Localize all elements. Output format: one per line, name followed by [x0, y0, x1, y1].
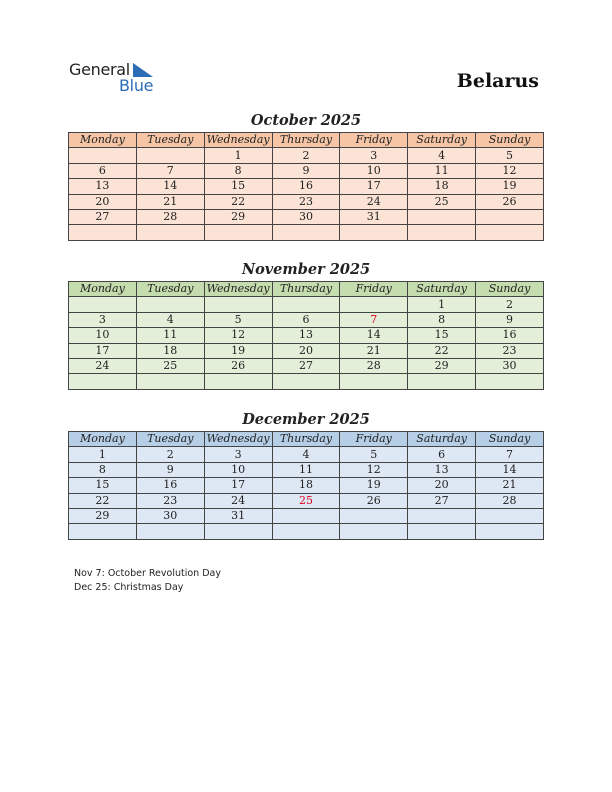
- day-cell: 21: [476, 478, 544, 493]
- weekday-header: Monday: [69, 432, 137, 447]
- day-cell: 3: [69, 312, 137, 327]
- day-cell: 22: [69, 493, 137, 508]
- day-cell: 2: [476, 297, 544, 312]
- day-cell: 7: [340, 312, 408, 327]
- week-row: [69, 225, 544, 240]
- day-cell: 19: [476, 179, 544, 194]
- day-cell: [272, 297, 340, 312]
- day-cell: [272, 374, 340, 389]
- weekday-header: Thursday: [272, 432, 340, 447]
- day-cell: [408, 374, 476, 389]
- weekday-header-row: [69, 432, 544, 447]
- month-title: December 2025: [242, 411, 370, 428]
- weekday-header: Tuesday: [136, 432, 204, 447]
- day-cell: 21: [340, 343, 408, 358]
- weekday-header: Sunday: [476, 432, 544, 447]
- day-cell: 17: [340, 179, 408, 194]
- weekday-header-row: [69, 133, 544, 148]
- day-cell: 10: [340, 163, 408, 178]
- day-cell: 28: [136, 209, 204, 224]
- day-cell: 18: [136, 343, 204, 358]
- week-row: [69, 209, 544, 224]
- week-row: [69, 343, 544, 358]
- weekday-header: Friday: [340, 282, 408, 297]
- day-cell: [136, 524, 204, 539]
- week-row: [69, 374, 544, 389]
- day-cell: 29: [204, 209, 272, 224]
- day-cell: 10: [69, 328, 137, 343]
- day-cell: 12: [476, 163, 544, 178]
- day-cell: 7: [476, 447, 544, 462]
- weekday-header: Saturday: [408, 432, 476, 447]
- day-cell: 13: [272, 328, 340, 343]
- day-cell: 6: [272, 312, 340, 327]
- weekday-header: Sunday: [476, 133, 544, 148]
- day-cell: [204, 374, 272, 389]
- day-cell: 8: [69, 462, 137, 477]
- week-row: [69, 312, 544, 327]
- country-title: Belarus: [456, 70, 539, 92]
- logo-triangle-icon: [133, 63, 153, 77]
- day-cell: [204, 225, 272, 240]
- holiday-note: Dec 25: Christmas Day: [74, 582, 184, 593]
- day-cell: 11: [408, 163, 476, 178]
- day-cell: 25: [136, 358, 204, 373]
- day-cell: 6: [408, 447, 476, 462]
- day-cell: [408, 524, 476, 539]
- day-cell: [476, 524, 544, 539]
- day-cell: [272, 508, 340, 523]
- day-cell: 5: [340, 447, 408, 462]
- day-cell: 5: [204, 312, 272, 327]
- day-cell: 26: [204, 358, 272, 373]
- day-cell: 13: [69, 179, 137, 194]
- day-cell: 16: [136, 478, 204, 493]
- day-cell: 12: [204, 328, 272, 343]
- day-cell: 10: [204, 462, 272, 477]
- week-row: [69, 493, 544, 508]
- day-cell: 25: [408, 194, 476, 209]
- day-cell: 18: [272, 478, 340, 493]
- week-row: [69, 194, 544, 209]
- day-cell: 14: [476, 462, 544, 477]
- weekday-header: Tuesday: [136, 133, 204, 148]
- day-cell: [69, 225, 137, 240]
- day-cell: 12: [340, 462, 408, 477]
- day-cell: 5: [476, 148, 544, 163]
- week-row: [69, 179, 544, 194]
- day-cell: 21: [136, 194, 204, 209]
- day-cell: 11: [272, 462, 340, 477]
- day-cell: 26: [476, 194, 544, 209]
- day-cell: 19: [204, 343, 272, 358]
- day-cell: 31: [204, 508, 272, 523]
- day-cell: 25: [272, 493, 340, 508]
- day-cell: 26: [340, 493, 408, 508]
- day-cell: 24: [204, 493, 272, 508]
- week-row: [69, 163, 544, 178]
- day-cell: [69, 148, 137, 163]
- day-cell: 18: [408, 179, 476, 194]
- day-cell: 9: [272, 163, 340, 178]
- day-cell: [136, 148, 204, 163]
- day-cell: 8: [204, 163, 272, 178]
- day-cell: 22: [204, 194, 272, 209]
- day-cell: 17: [69, 343, 137, 358]
- day-cell: 20: [69, 194, 137, 209]
- day-cell: 16: [272, 179, 340, 194]
- day-cell: [340, 297, 408, 312]
- day-cell: 15: [69, 478, 137, 493]
- day-cell: 15: [408, 328, 476, 343]
- day-cell: 1: [204, 148, 272, 163]
- weekday-header: Wednesday: [204, 282, 272, 297]
- day-cell: 23: [476, 343, 544, 358]
- day-cell: 2: [136, 447, 204, 462]
- weekday-header: Monday: [69, 282, 137, 297]
- logo-text-general: General: [69, 60, 130, 79]
- day-cell: 27: [272, 358, 340, 373]
- day-cell: [136, 225, 204, 240]
- weekday-header: Wednesday: [204, 133, 272, 148]
- day-cell: 1: [408, 297, 476, 312]
- day-cell: 8: [408, 312, 476, 327]
- week-row: [69, 508, 544, 523]
- day-cell: 24: [69, 358, 137, 373]
- day-cell: 9: [136, 462, 204, 477]
- day-cell: [476, 374, 544, 389]
- day-cell: 4: [272, 447, 340, 462]
- week-row: [69, 524, 544, 539]
- day-cell: [476, 508, 544, 523]
- weekday-header: Thursday: [272, 282, 340, 297]
- day-cell: 19: [340, 478, 408, 493]
- weekday-header: Friday: [340, 133, 408, 148]
- day-cell: 15: [204, 179, 272, 194]
- day-cell: 20: [272, 343, 340, 358]
- month-title: October 2025: [250, 112, 362, 129]
- day-cell: 31: [340, 209, 408, 224]
- day-cell: 3: [340, 148, 408, 163]
- day-cell: 29: [408, 358, 476, 373]
- day-cell: 29: [69, 508, 137, 523]
- holiday-notes: [74, 567, 221, 595]
- day-cell: [408, 209, 476, 224]
- day-cell: [408, 508, 476, 523]
- day-cell: 30: [476, 358, 544, 373]
- month-table-nov: [68, 281, 544, 390]
- week-row: [69, 148, 544, 163]
- day-cell: [204, 524, 272, 539]
- day-cell: 13: [408, 462, 476, 477]
- day-cell: [69, 524, 137, 539]
- day-cell: [408, 225, 476, 240]
- day-cell: 30: [136, 508, 204, 523]
- week-row: [69, 478, 544, 493]
- day-cell: [340, 225, 408, 240]
- day-cell: 2: [272, 148, 340, 163]
- day-cell: 14: [340, 328, 408, 343]
- month-table-oct: [68, 132, 544, 241]
- day-cell: 28: [476, 493, 544, 508]
- day-cell: [340, 374, 408, 389]
- day-cell: 20: [408, 478, 476, 493]
- day-cell: 17: [204, 478, 272, 493]
- day-cell: 7: [136, 163, 204, 178]
- day-cell: 16: [476, 328, 544, 343]
- day-cell: [136, 297, 204, 312]
- weekday-header: Tuesday: [136, 282, 204, 297]
- day-cell: 27: [408, 493, 476, 508]
- day-cell: 14: [136, 179, 204, 194]
- weekday-header: Saturday: [408, 133, 476, 148]
- day-cell: [476, 225, 544, 240]
- day-cell: 3: [204, 447, 272, 462]
- weekday-header: Thursday: [272, 133, 340, 148]
- week-row: [69, 447, 544, 462]
- month-title: November 2025: [241, 261, 371, 278]
- brand-logo: [69, 60, 179, 100]
- month-table-dec: [68, 431, 544, 540]
- day-cell: [340, 524, 408, 539]
- day-cell: [204, 297, 272, 312]
- day-cell: 23: [136, 493, 204, 508]
- week-row: [69, 462, 544, 477]
- day-cell: 11: [136, 328, 204, 343]
- day-cell: [476, 209, 544, 224]
- day-cell: 24: [340, 194, 408, 209]
- weekday-header: Friday: [340, 432, 408, 447]
- day-cell: 23: [272, 194, 340, 209]
- day-cell: [136, 374, 204, 389]
- weekday-header: Sunday: [476, 282, 544, 297]
- day-cell: 4: [136, 312, 204, 327]
- day-cell: 4: [408, 148, 476, 163]
- day-cell: 1: [69, 447, 137, 462]
- day-cell: 22: [408, 343, 476, 358]
- weekday-header-row: [69, 282, 544, 297]
- week-row: [69, 358, 544, 373]
- day-cell: [272, 524, 340, 539]
- day-cell: 6: [69, 163, 137, 178]
- weekday-header: Wednesday: [204, 432, 272, 447]
- week-row: [69, 297, 544, 312]
- day-cell: 28: [340, 358, 408, 373]
- day-cell: [69, 297, 137, 312]
- day-cell: [340, 508, 408, 523]
- holiday-note: Nov 7: October Revolution Day: [74, 568, 221, 579]
- day-cell: 30: [272, 209, 340, 224]
- day-cell: [272, 225, 340, 240]
- weekday-header: Monday: [69, 133, 137, 148]
- day-cell: 27: [69, 209, 137, 224]
- day-cell: [69, 374, 137, 389]
- logo-text-blue: Blue: [119, 76, 154, 95]
- week-row: [69, 328, 544, 343]
- day-cell: 9: [476, 312, 544, 327]
- weekday-header: Saturday: [408, 282, 476, 297]
